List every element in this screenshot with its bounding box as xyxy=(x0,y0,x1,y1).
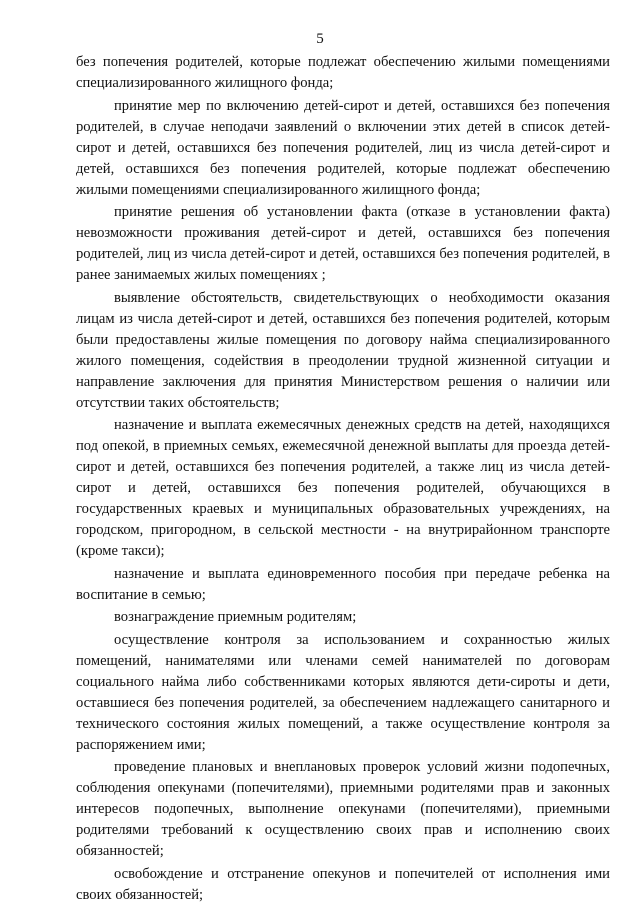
paragraph: принятие мер по включению детей-сирот и детей, оставшихся без попечения родителей, в случае неподачи заявлений о включении этих детей в список детей-сирот и детей, оставшихся без попечения родителей, лиц из числа детей-сирот и детей, оставшихся без попечения родителей, которые подлежат обеспечению жилыми помещениями специализированного жилищного фонда; xyxy=(76,97,610,198)
paragraph: назначение и выплата единовременного пособия при передаче ребенка на воспитание в семью; xyxy=(76,565,610,603)
paragraph: вознаграждение приемным родителям; xyxy=(114,609,357,625)
paragraph: освобождение и отстранение опекунов и попечителей от исполнения ими своих обязанностей; xyxy=(76,865,610,903)
document-body xyxy=(76,52,610,907)
paragraph: осуществление контроля за использованием и сохранностью жилых помещений, нанимателями или членами семей нанимателей по договорам социального найма либо собственниками которых являются дети-сироты и дети, оставшиеся без попечения родителей, за обеспечением надлежащего санитарного и технического состояния жилых помещений, а также осуществление контроля за распоряжением ими; xyxy=(76,631,610,753)
paragraph: проведение плановых и внеплановых проверок условий жизни подопечных, соблюдения опекунами (попечителями), приемными родителями прав и законных интересов подопечных, выполнение опекунами (попечителями), приемными родителями требований к осуществлению своих прав и исполнению своих обязанностей; xyxy=(76,759,610,859)
paragraph: назначение и выплата ежемесячных денежных средств на детей, находящихся под опекой, в приемных семьях, ежемесячной денежной выплаты для проезда детей-сирот и детей, оставшихся без попечения родителей, а также лиц из числа детей-сирот и детей, оставшихся без попечения родителей, обучающихся в государственных краевых и муниципальных образовательных учреждениях, на городском, пригородном, в сельской местности - на внутрирайонном транспорте (кроме такси); xyxy=(76,417,610,559)
page-number: 5 xyxy=(316,31,324,47)
paragraph: выявление обстоятельств, свидетельствующих о необходимости оказания лицам из числа детей-сирот и детей, оставшихся без попечения родителей, которым были предоставлены жилые помещения по договору найма специализированного жилого помещения, содействия в преодолении трудной жизненной ситуации и направление заключения для принятия Министерством решения о наличии или отсутствии таких обстоятельств; xyxy=(76,289,610,411)
paragraph: без попечения родителей, которые подлежат обеспечению жилыми помещениями специализированного жилищного фонда; xyxy=(76,54,610,91)
paragraph: принятие решения об установлении факта (отказе в установлении факта) невозможности проживания детей-сирот и детей, оставшихся без попечения родителей, лиц из числа детей-сирот и детей, оставшихся без попечения родителей, в ранее занимаемых жилых помещениях ; xyxy=(76,204,610,283)
